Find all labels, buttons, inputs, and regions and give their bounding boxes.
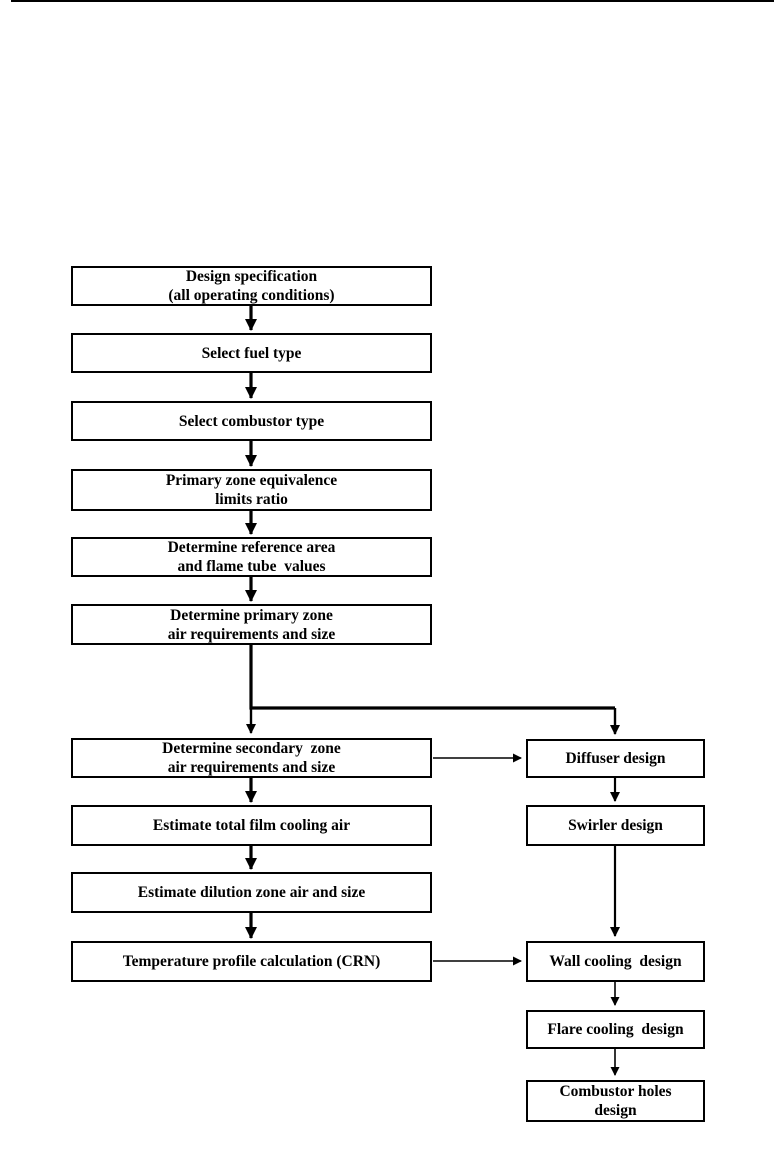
node-label-line: Design specification bbox=[185, 268, 318, 285]
node-label-line: Combustor holes bbox=[559, 1083, 672, 1100]
flowchart-node-reference-area bbox=[71, 537, 432, 577]
node-label-line: Determine secondary zone bbox=[162, 740, 341, 757]
node-label-line: Determine reference area bbox=[167, 539, 336, 556]
flowchart-node-diffuser-design bbox=[526, 739, 705, 778]
flowchart-node-swirler-design bbox=[526, 805, 705, 846]
node-label-line: air requirements and size bbox=[167, 625, 336, 643]
node-label-line: Primary zone equivalence bbox=[165, 472, 338, 489]
node-label: Estimate total film cooling air bbox=[152, 817, 351, 834]
flowchart-node-dilution-zone bbox=[71, 872, 432, 913]
node-label: Temperature profile calculation (CRN) bbox=[122, 953, 381, 970]
node-label-line: Determine primary zone bbox=[170, 606, 333, 624]
node-label: Diffuser design bbox=[565, 750, 666, 767]
flowchart-node-select-combustor-type bbox=[71, 401, 432, 441]
node-label-line: (all operating conditions) bbox=[168, 287, 335, 304]
flowchart-node-primary-zone-equivalence bbox=[71, 469, 432, 511]
node-label: Flare cooling design bbox=[547, 1021, 684, 1038]
flowchart-node-temperature-profile bbox=[71, 941, 432, 982]
flowchart-node-wall-cooling-design bbox=[526, 941, 705, 982]
node-label-line: and flame tube values bbox=[177, 558, 326, 575]
flowchart-node-primary-zone-air bbox=[71, 604, 432, 645]
flowchart-node-secondary-zone-air bbox=[71, 738, 432, 778]
node-label: Wall cooling design bbox=[549, 953, 682, 970]
node-label: Estimate dilution zone air and size bbox=[137, 884, 366, 901]
node-label: Select fuel type bbox=[201, 344, 302, 362]
flowchart-node-combustor-holes-design bbox=[526, 1080, 705, 1122]
flowchart-node-flare-cooling-design bbox=[526, 1010, 705, 1049]
node-label: Swirler design bbox=[568, 817, 663, 834]
node-label-line: air requirements and size bbox=[167, 759, 336, 776]
node-label-line: design bbox=[594, 1102, 637, 1119]
flowchart-node-select-fuel-type bbox=[71, 333, 432, 373]
flowchart-node-film-cooling bbox=[71, 805, 432, 846]
node-label: Select combustor type bbox=[178, 412, 325, 430]
node-label-line: limits ratio bbox=[215, 491, 288, 508]
flowchart-node-design-specification bbox=[71, 266, 432, 306]
